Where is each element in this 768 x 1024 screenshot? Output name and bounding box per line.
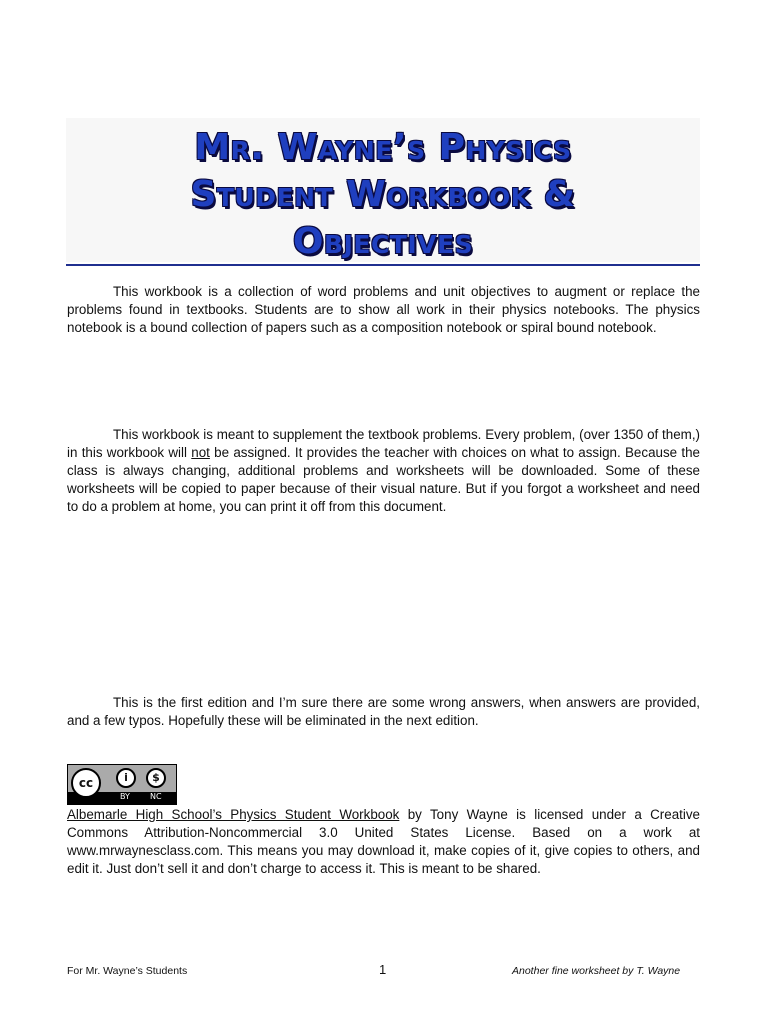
work-title-link[interactable]: Albemarle High School’s Physics Student Workbook xyxy=(67,807,400,822)
intro-text: This workbook is a collection of word problems and unit objectives to augment or replace the problems found in textbooks. Students are to show all work in their physics notebooks. The physics notebook is a bound collection of papers such as a composition notebook or spiral bound notebook. xyxy=(67,284,700,335)
document-title xyxy=(66,118,700,262)
title-line-3: Objectives xyxy=(292,221,474,262)
page-number: 1 xyxy=(379,962,387,977)
title-line-2: Student Workbook & xyxy=(190,174,576,215)
intro-paragraph xyxy=(67,283,700,337)
edition-paragraph xyxy=(67,694,700,730)
creative-commons-badge[interactable] xyxy=(67,764,177,805)
underlined-not: not xyxy=(191,445,210,460)
badge-nc-label: NC xyxy=(150,792,162,801)
attribution-icon: i xyxy=(116,768,136,788)
edition-text: This is the first edition and I’m sure there are some wrong answers, when answers are provided, and a few typos. Hopefully these will be eliminated in the next edition. xyxy=(67,695,700,728)
title-divider xyxy=(66,264,700,266)
license-paragraph xyxy=(67,806,700,878)
license-text: by Tony Wayne is licensed under a Creative Commons Attribution-Noncommercial 3.0 United States License. Based on a work at www.mrwaynesclass.com. This means you may download it, make copies of it, give copies to others, and edit it. Just don’t sell it and don’t charge to access it. This is meant to be shared. xyxy=(67,807,700,876)
badge-by-label: BY xyxy=(120,792,130,801)
supplement-text-b: be assigned. It provides the teacher with choices on what to assign. Because the class is always changing, additional problems and worksheets will be downloaded. Some of these worksheets will be copied to paper because of their visual nature. But if you forgot a worksheet and need to do a problem at home, you can print it off from this document. xyxy=(67,445,700,514)
title-line-1: Mr. Wayne’s Physics xyxy=(194,127,572,168)
supplement-text-a: This workbook is meant to supplement the textbook problems. Every problem, (over 1350 of them,) in this workbook will xyxy=(67,427,700,460)
noncommercial-icon: $ xyxy=(146,768,166,788)
footer-left: For Mr. Wayne’s Students xyxy=(67,965,188,977)
footer-right: Another fine worksheet by T. Wayne xyxy=(512,965,681,977)
supplement-paragraph xyxy=(67,426,700,516)
cc-icon: cc xyxy=(71,768,101,798)
